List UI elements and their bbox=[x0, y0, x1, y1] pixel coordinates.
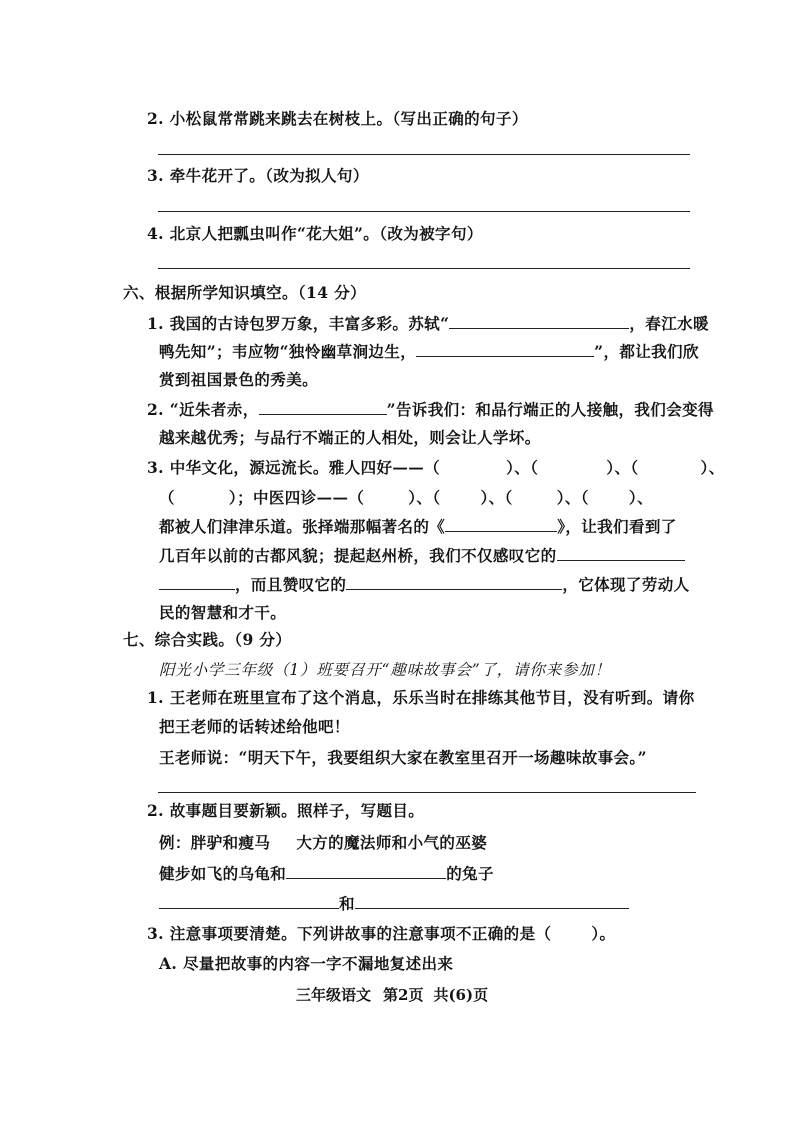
paren-open: （ bbox=[432, 488, 441, 507]
footer-total: 共(6)页 bbox=[433, 986, 489, 1004]
s6-q2-text-b: ”告诉我们：和品行端正的人接触，我们会变得 bbox=[386, 400, 714, 419]
s7-q1-line1: 1. 王老师在班里宣布了这个消息，乐乐当时在排练其他节目，没有听到。请你 bbox=[147, 688, 695, 707]
paren-close: ） bbox=[556, 488, 565, 507]
s5-q3-answer-line[interactable] bbox=[158, 211, 690, 212]
s6-q1-line1 bbox=[147, 314, 709, 334]
s5-q4-prompt: 4. 北京人把瓢虫叫作“花大姐”。（改为被字句） bbox=[147, 224, 483, 243]
paren-open: （ bbox=[630, 458, 639, 477]
section6-title: 六、根据所学知识填空。（14 分） bbox=[123, 283, 367, 302]
paren-open: （ bbox=[580, 488, 589, 507]
footer-page: 第2页 bbox=[383, 986, 424, 1004]
footer-subject: 三年级语文 bbox=[296, 986, 372, 1004]
paren-close: ） bbox=[628, 488, 638, 507]
s7-q2-item2-blank-2[interactable] bbox=[355, 894, 629, 909]
s6-q3-bridge-blank-1b[interactable] bbox=[159, 575, 235, 590]
s7-q1-teacher-quote: 王老师说：“明天下午，我要组织大家在教室里召开一场趣味故事会。” bbox=[159, 748, 647, 767]
s6-q3-text-f: ，而且赞叹它的 bbox=[235, 575, 347, 594]
s6-q3-bridge-blank-2[interactable] bbox=[346, 575, 562, 590]
separator: 、 bbox=[488, 488, 505, 507]
s6-q3-line2 bbox=[159, 488, 653, 508]
s7-q2-item1-text-a: 健步如飞的乌龟和 bbox=[159, 864, 287, 883]
s7-q2-item2-blank-1[interactable] bbox=[159, 894, 339, 909]
s6-q3-painting-blank[interactable] bbox=[445, 517, 557, 532]
paren-close: ） bbox=[228, 488, 238, 507]
s7-q2-item2 bbox=[159, 894, 629, 914]
s6-q3-text-d: 》，让我们看到了 bbox=[557, 517, 677, 536]
s7-q2-example-1: 例：胖驴和瘦马 bbox=[159, 833, 271, 852]
s6-q3-line5 bbox=[159, 575, 690, 595]
s7-q3-text-a: 3. 注意事项要清楚。下列讲故事的注意事项不正确的是（ bbox=[147, 924, 552, 943]
s6-q3-text-b: ；中医四诊——（ bbox=[237, 488, 365, 507]
s6-q3-bridge-blank-1a[interactable] bbox=[557, 546, 685, 561]
s5-q2-prompt: 2. 小松鼠常常跳来跳去在树枝上。（写出正确的句子） bbox=[147, 109, 528, 128]
s7-q3-text-b: ）。 bbox=[591, 924, 616, 943]
s5-q4-answer-line[interactable] bbox=[158, 268, 690, 269]
s7-q2-example bbox=[159, 833, 487, 853]
s6-q1-text-a: 1. 我国的古诗包罗万象，丰富多彩。苏轼“ bbox=[147, 314, 450, 333]
separator: 、 bbox=[416, 488, 433, 507]
s6-q3-line6: 民的智慧和才干。 bbox=[159, 603, 287, 622]
paren-open: （ bbox=[530, 458, 539, 477]
separator: 、 bbox=[514, 458, 531, 477]
s6-q3-line1 bbox=[147, 458, 725, 478]
paren-close: ） bbox=[700, 458, 709, 477]
s7-q2-item1-blank[interactable] bbox=[286, 864, 446, 879]
paren-open: （ bbox=[159, 488, 175, 507]
s7-q2-prompt: 2. 故事题目要新颖。照样子，写题目。 bbox=[147, 801, 425, 820]
s5-q2-answer-line[interactable] bbox=[158, 154, 690, 155]
paren-close: ） bbox=[480, 488, 489, 507]
s6-q2-text-a: 2. “近朱者赤， bbox=[147, 400, 259, 419]
s6-q2-line1 bbox=[147, 400, 714, 420]
s7-q2-item2-and: 和 bbox=[339, 894, 355, 913]
s6-q1-blank-2[interactable] bbox=[416, 342, 594, 357]
section7-title: 七、综合实践。（9 分） bbox=[123, 630, 292, 649]
s7-intro: 阳光小学三年级（1）班要召开“趣味故事会”了，请你来参加！ bbox=[159, 661, 611, 679]
separator: 、 bbox=[637, 488, 653, 507]
separator: 、 bbox=[708, 458, 725, 477]
s7-q2-item1 bbox=[159, 864, 494, 884]
s6-q2-blank[interactable] bbox=[259, 400, 387, 415]
s6-q3-text-a: 3. 中华文化，源远流长。雅人四好——（ bbox=[147, 458, 441, 477]
s6-q3-text-c: 都被人们津津乐道。张择端那幅著名的《 bbox=[159, 517, 446, 536]
s6-q1-text-d: ”，都让我们欣 bbox=[594, 342, 699, 361]
paren-open: （ bbox=[504, 488, 513, 507]
s6-q3-line3 bbox=[159, 517, 677, 537]
s6-q1-blank-1[interactable] bbox=[449, 314, 629, 329]
paren-close: ） bbox=[408, 488, 417, 507]
s7-q1-answer-line[interactable] bbox=[158, 792, 696, 793]
s6-q1-text-c: 鸭先知”；韦应物“独怜幽草涧边生， bbox=[159, 342, 417, 361]
page-footer bbox=[296, 984, 488, 1005]
s6-q3-text-e: 几百年以前的古都风貌；提起赵州桥，我们不仅感叹它的 bbox=[159, 546, 557, 565]
paren-close: ） bbox=[606, 458, 615, 477]
s6-q3-text-g: ，它体现了劳动人 bbox=[562, 575, 690, 594]
s6-q1-line3: 赏到祖国景色的秀美。 bbox=[159, 370, 319, 389]
s7-q2-item1-text-b: 的兔子 bbox=[446, 864, 494, 883]
s6-q2-line2: 越来越优秀；与品行不端正的人相处，则会让人学坏。 bbox=[159, 428, 541, 447]
s7-q2-example-2: 大方的魔法师和小气的巫婆 bbox=[296, 833, 488, 852]
s5-q3-prompt: 3. 牵牛花开了。（改为拟人句） bbox=[147, 166, 369, 185]
s6-q1-line2 bbox=[159, 342, 699, 362]
s7-q1-line2: 把王老师的话转述给他吧！ bbox=[159, 717, 350, 736]
s6-q3-line4 bbox=[159, 546, 685, 566]
separator: 、 bbox=[614, 458, 631, 477]
separator: 、 bbox=[564, 488, 581, 507]
s7-q3-prompt bbox=[147, 924, 615, 944]
s7-q3-option-a: A. 尽量把故事的内容一字不漏地复述出来 bbox=[159, 954, 454, 973]
paren-close: ） bbox=[506, 458, 515, 477]
s6-q1-text-b: ，春江水暖 bbox=[629, 314, 709, 333]
